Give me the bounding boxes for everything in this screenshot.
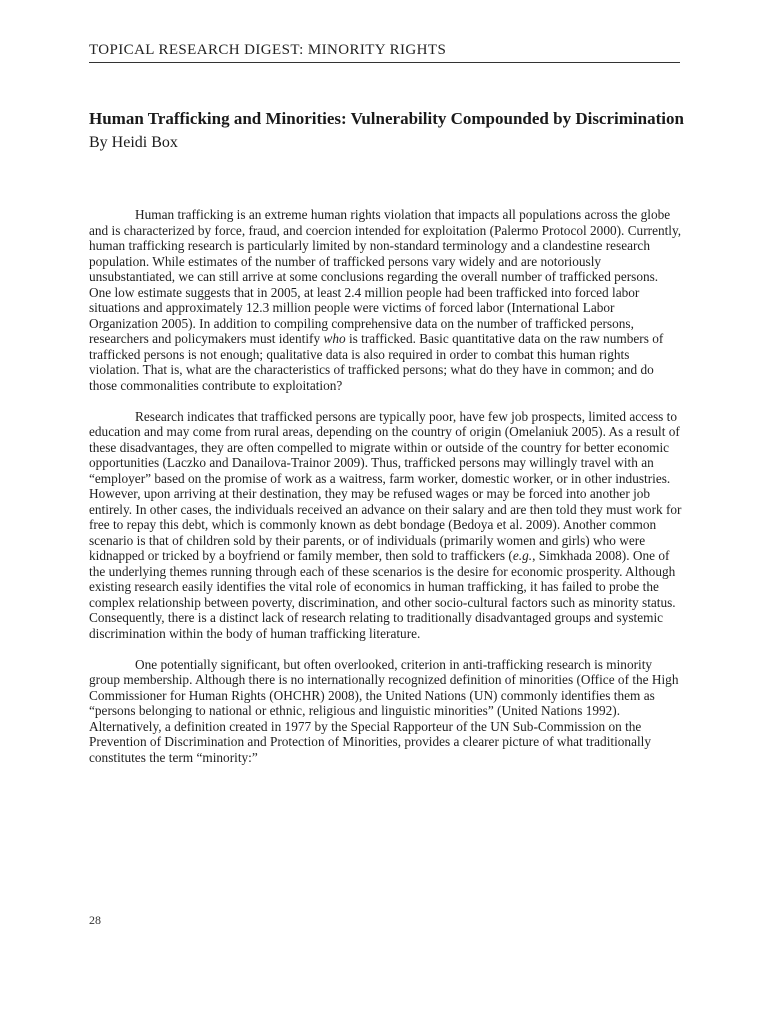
paragraph-3 bbox=[89, 657, 682, 766]
paragraph-2-text-b: , Simkhada 2008). One of the underlying themes running through each of these scenarios is the desire for economic prosperity. Although existing research easily identifies the vital role of economics in human trafficking, it has failed to probe the complex relationship between poverty, discrimination, and other socio-cultural factors such as minority status. Consequently, there is a distinct lack of research relating to traditionally disadvantaged groups and systemic discrimination within the body of human trafficking literature. bbox=[89, 548, 676, 641]
paragraph-1-text-a: Human trafficking is an extreme human rights violation that impacts all populations across the globe and is characterized by force, fraud, and coercion intended for exploitation (Palermo Protocol 2000). Currently, human trafficking research is particularly limited by non-standard terminology and a clandestine research population. While estimates of the number of trafficked persons vary widely and are notoriously unsubstantiated, we can still arrive at some conclusions regarding the overall number of trafficked persons. One low estimate suggests that in 2005, at least 2.4 million people had been trafficked into forced labor situations and approximately 12.3 million people were victims of forced labor (International Labor Organization 2005). In addition to compiling comprehensive data on the number of trafficked persons, researchers and policymakers must identify bbox=[89, 207, 682, 346]
paragraph-2 bbox=[89, 409, 682, 642]
paragraph-1 bbox=[89, 207, 682, 393]
author-byline: By Heidi Box bbox=[89, 134, 178, 151]
paragraph-2-emphasis: e.g. bbox=[512, 548, 533, 563]
paragraph-1-text-b: is trafficked. Basic quantitative data on the raw numbers of trafficked persons is not enough; qualitative data is also required in order to combat this human rights violation. That is, what are the characteristics of trafficked persons; what do they have in common; and do those commonalities contribute to exploitation? bbox=[89, 331, 664, 393]
article-heading bbox=[89, 108, 689, 154]
paragraph-1-emphasis: who bbox=[323, 331, 346, 346]
article-title: Human Trafficking and Minorities: Vulnerability Compounded by Discrimination bbox=[89, 109, 684, 128]
paragraph-3-text: One potentially significant, but often overlooked, criterion in anti-trafficking research is minority group membership. Although there is no internationally recognized definition of minorities (Office of the High Commissioner for Human Rights (OHCHR) 2008), the United Nations (UN) commonly identifies them as “persons belonging to national or ethnic, religious and linguistic minorities” (United Nations 1992). Alternatively, a definition created in 1977 by the Special Rapporteur of the UN Sub-Commission on the Prevention of Discrimination and Protection of Minorities, provides a clearer picture of what traditionally constitutes the term “minority:” bbox=[89, 656, 679, 765]
article-body bbox=[89, 207, 682, 781]
running-header: TOPICAL RESEARCH DIGEST: MINORITY RIGHTS bbox=[89, 42, 680, 63]
paragraph-2-text-a: Research indicates that trafficked persons are typically poor, have few job prospects, limited access to education and may come from rural areas, depending on the country of origin (Omelaniuk 2005). As a result of these disadvantages, they are often compelled to migrate within or outside of the country for better economic opportunities (Laczko and Danailova-Trainor 2009). Thus, trafficked persons may willingly travel with an “employer” based on the promise of work as a waitress, farm worker, domestic worker, or in other industries. However, upon arriving at their destination, they may be refused wages or may be forced into another job entirely. In other cases, the individuals received an advance on their salary and are then told they must work for free to repay this debt, which is commonly known as debt bondage (Bedoya et al. 2009). Another common scenario is that of children sold by their parents, or of individuals (primarily women and girls) who were kidnapped or tricked by a boyfriend or family member, then sold to traffickers ( bbox=[89, 408, 682, 563]
page-number: 28 bbox=[89, 913, 101, 927]
